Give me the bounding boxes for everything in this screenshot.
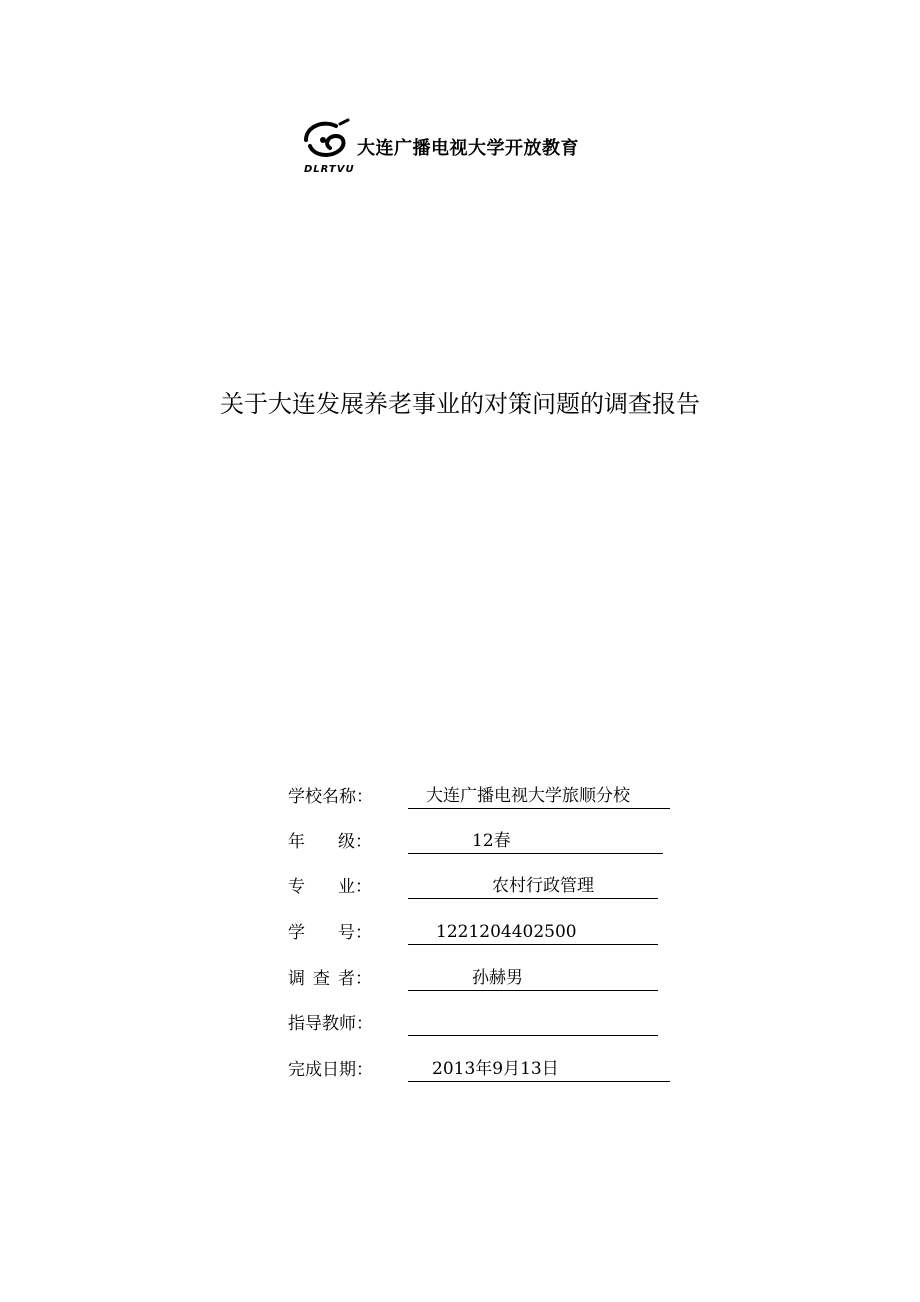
info-label-investigator-char-1: 调: [288, 969, 305, 989]
info-row-major: [288, 874, 688, 900]
info-label-investigator: [288, 966, 398, 992]
info-label-major: [288, 874, 398, 900]
info-label-advisor: 指导教师：: [288, 1014, 373, 1034]
info-row-school: [288, 784, 688, 810]
info-row-advisor: [288, 1011, 688, 1037]
report-title: 关于大连发展养老事业的对策问题的调查报告: [220, 390, 700, 418]
info-label-completion-date: 完成日期：: [288, 1060, 373, 1080]
info-label-student-id: [288, 920, 398, 946]
info-value-investigator: 孙赫男: [408, 966, 658, 991]
info-row-investigator: [288, 966, 688, 992]
dlrtvu-logo-icon: [300, 116, 356, 160]
info-label-student-id-char-2: 号：: [338, 923, 372, 943]
school-logo: [298, 116, 598, 182]
info-label-major-char-1: 专: [288, 877, 305, 897]
info-label-investigator-chars: [288, 966, 372, 992]
info-label-student-id-char-1: 学: [288, 923, 305, 943]
info-label-school: 学校名称：: [288, 787, 373, 807]
info-label-grade: [288, 829, 398, 855]
info-label-grade-char-1: 年: [288, 832, 305, 852]
info-label-grade-char-2: 级：: [338, 832, 372, 852]
info-value-student-id: 1221204402500: [408, 920, 658, 945]
info-value-grade: 12春: [408, 829, 663, 854]
info-label-major-char-2: 业：: [338, 877, 372, 897]
info-label-major-chars: [288, 874, 372, 900]
logo-abbreviation: DLRTVU: [304, 164, 355, 175]
info-value-major: 农村行政管理: [408, 874, 658, 899]
info-label-investigator-char-2: 查: [313, 969, 330, 989]
info-label-student-id-chars: [288, 920, 372, 946]
info-label-investigator-char-3: 者：: [338, 969, 372, 989]
info-row-student-id: [288, 920, 688, 946]
info-value-advisor: [408, 1011, 658, 1036]
info-label-grade-chars: [288, 829, 372, 855]
info-row-completion-date: [288, 1057, 688, 1083]
info-row-grade: [288, 829, 688, 855]
logo-school-name: 大连广播电视大学开放教育: [357, 138, 579, 159]
info-value-completion-date: 2013年9月13日: [408, 1057, 670, 1082]
info-value-school: 大连广播电视大学旅顺分校: [408, 784, 670, 809]
